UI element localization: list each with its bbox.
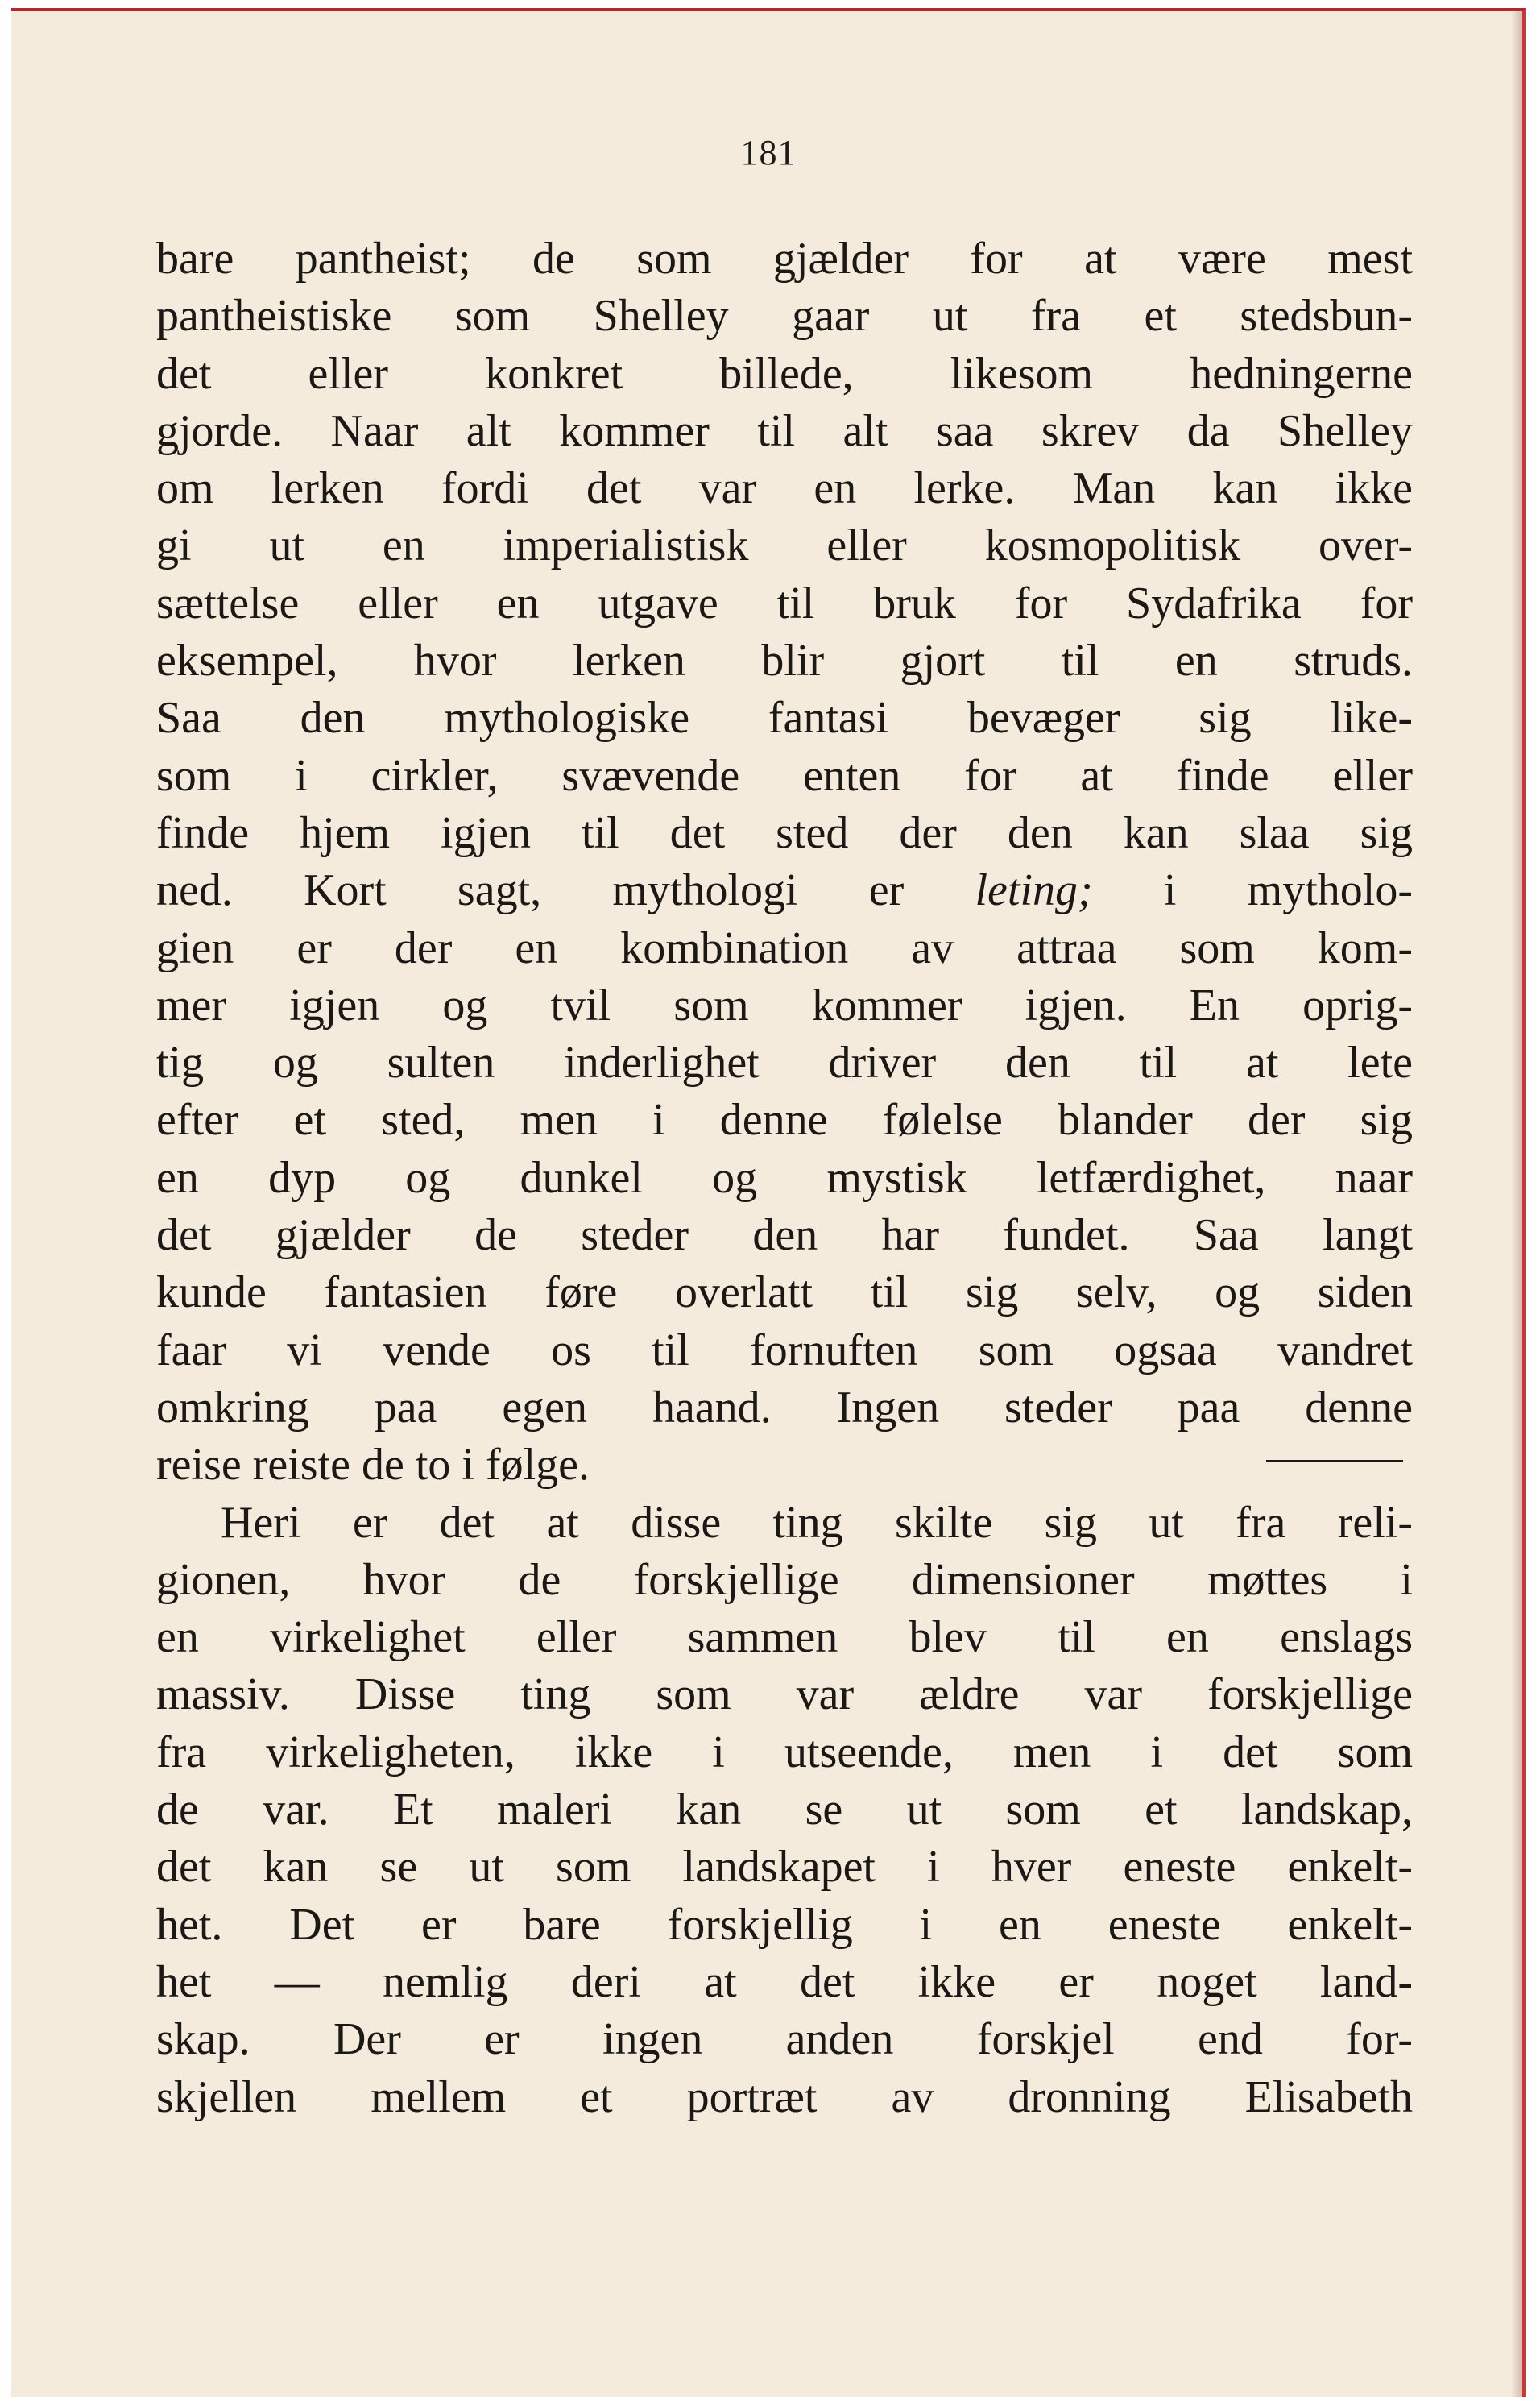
text-line-23: Heri er det at disse ting skilte sig ut fra reli- — [221, 1497, 1413, 1548]
text-line-6: gi ut en imperialistisk eller kosmopolitisk over- — [156, 520, 1413, 571]
text-line-32: skap. Der er ingen anden forskjel end for- — [156, 2014, 1413, 2065]
text-line-18: det gjælder de steder den har fundet. Saa langt — [156, 1210, 1413, 1261]
text-line-3: det eller konkret billede, likesom hedningerne — [156, 348, 1413, 399]
text-line-15: tig og sulten inderlighet driver den til at lete — [156, 1038, 1413, 1088]
italic-word-leting: leting; — [975, 865, 1093, 916]
text-line-13: gien er der en kombination av attraa som kom- — [156, 923, 1413, 973]
text-line-1: bare pantheist; de som gjælder for at være mest — [156, 234, 1413, 284]
text-line-24: gionen, hvor de forskjellige dimensioner møttes i — [156, 1554, 1413, 1605]
text-line-5: om lerken fordi det var en lerke. Man kan ikke — [156, 463, 1413, 514]
text-line-17: en dyp og dunkel og mystisk letfærdighet, naar — [156, 1152, 1413, 1203]
text-line-22: reise reiste de to i følge. — [156, 1440, 590, 1491]
book-page — [11, 8, 1526, 2397]
page-number: 181 — [740, 133, 797, 172]
text-line-27: fra virkeligheten, ikke i utseende, men i det som — [156, 1727, 1413, 1777]
text-line-21: omkring paa egen haand. Ingen steder paa denne — [156, 1382, 1413, 1433]
text-line-12-start: ned. Kort sagt, mythologi er — [156, 865, 975, 916]
text-line-28: de var. Et maleri kan se ut som et landskap, — [156, 1785, 1413, 1835]
text-line-20: faar vi vende os til fornuften som ogsaa vandret — [156, 1325, 1413, 1375]
text-line-14: mer igjen og tvil som kommer igjen. En oprig- — [156, 980, 1413, 1030]
text-line-19: kunde fantasien føre overlatt til sig selv, og siden — [156, 1267, 1413, 1318]
text-line-11: finde hjem igjen til det sted der den kan slaa sig — [156, 807, 1413, 858]
text-line-16: efter et sted, men i denne følelse blander der sig — [156, 1095, 1413, 1146]
page-edge-shadow — [1511, 11, 1522, 2397]
text-line-33: skjellen mellem et portræt av dronning Elisabeth — [156, 2071, 1413, 2122]
text-line-10: som i cirkler, svævende enten for at finde eller — [156, 750, 1413, 801]
section-rule — [1266, 1460, 1403, 1462]
text-line-8: eksempel, hvor lerken blir gjort til en struds. — [156, 636, 1413, 686]
text-line-29: det kan se ut som landskapet i hver eneste enkelt- — [156, 1842, 1413, 1893]
text-line-12-end: i mytholo- — [1092, 865, 1413, 916]
text-line-26: massiv. Disse ting som var ældre var forskjellige — [156, 1669, 1413, 1720]
text-line-2: pantheistiske som Shelley gaar ut fra et stedsbun- — [156, 291, 1413, 342]
text-line-12 — [156, 862, 1413, 919]
text-line-4: gjorde. Naar alt kommer til alt saa skrev da Shelley — [156, 405, 1413, 456]
text-line-9: Saa den mythologiske fantasi bevæger sig like- — [156, 693, 1413, 744]
text-line-25: en virkelighet eller sammen blev til en enslags — [156, 1612, 1413, 1663]
body-text — [156, 230, 1413, 2126]
text-line-7: sættelse eller en utgave til bruk for Sydafrika for — [156, 578, 1413, 628]
text-line-31: het — nemlig deri at det ikke er noget land- — [156, 1956, 1413, 2007]
text-line-30: het. Det er bare forskjellig i en eneste enkelt- — [156, 1899, 1413, 1950]
